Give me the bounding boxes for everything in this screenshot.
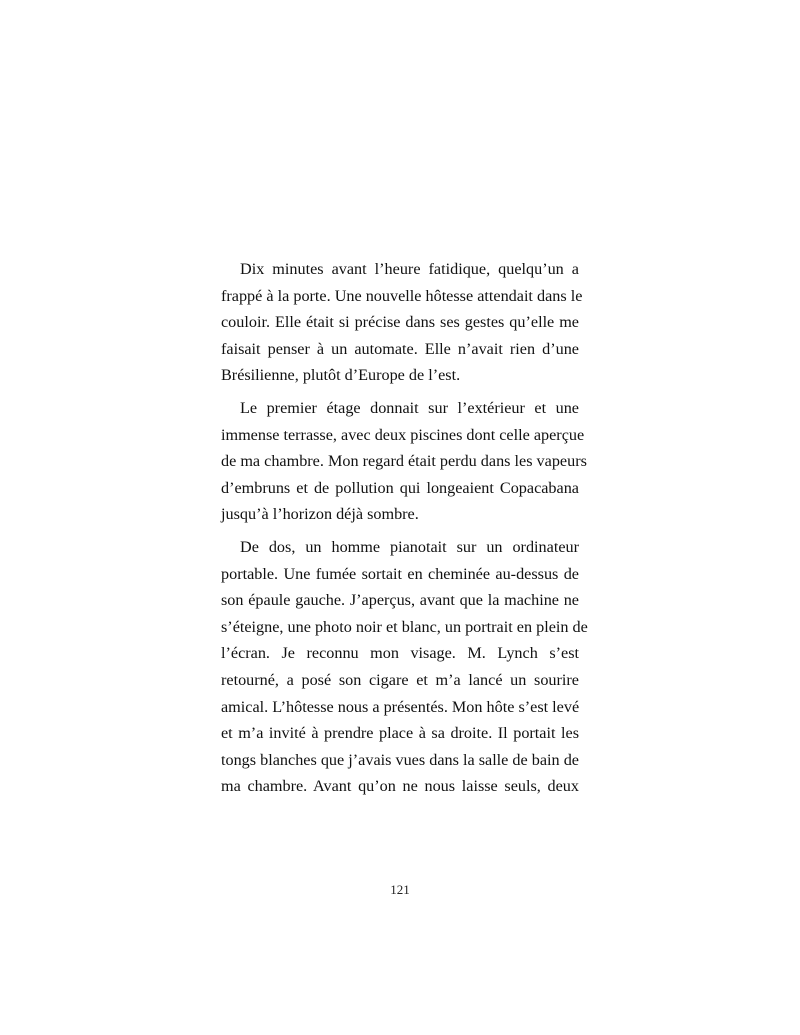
text-line: immense terrasse, avec deux piscines dont celle aperçue xyxy=(221,425,585,444)
paragraph xyxy=(221,534,588,800)
text-line: s’éteigne, une photo noir et blanc, un portrait en plein de xyxy=(221,617,588,636)
body-text xyxy=(221,256,588,800)
text-line: faisait penser à un automate. Elle n’avait rien d’une xyxy=(221,339,579,358)
text-line: Le premier étage donnait sur l’extérieur et une xyxy=(240,398,579,417)
page-number: 121 xyxy=(390,882,410,897)
text-line: Dix minutes avant l’heure fatidique, quelqu’un a xyxy=(240,260,579,278)
paragraph xyxy=(221,256,583,389)
text-line: ma chambre. Avant qu’on ne nous laisse seuls, deux xyxy=(221,777,579,796)
text-line: d’embruns et de pollution qui longeaient Copacabana xyxy=(221,478,579,497)
text-line: Brésilienne, plutôt d’Europe de l’est. xyxy=(221,366,461,385)
paragraph xyxy=(221,395,587,528)
text-line: son épaule gauche. J’aperçus, avant que la machine ne xyxy=(221,591,579,610)
text-line: l’écran. Je reconnu mon visage. M. Lynch s’est xyxy=(221,644,579,663)
text-line: frappé à la porte. Une nouvelle hôtesse attendait dans le xyxy=(221,286,583,305)
text-line: couloir. Elle était si précise dans ses gestes qu’elle me xyxy=(221,313,579,332)
text-line: jusqu’à l’horizon déjà sombre. xyxy=(221,505,419,524)
text-line: portable. Une fumée sortait en cheminée au-dessus de xyxy=(221,564,579,583)
text-line: retourné, a posé son cigare et m’a lancé un sourire xyxy=(221,670,579,689)
text-line: et m’a invité à prendre place à sa droite. Il portait les xyxy=(221,724,579,743)
text-line: tongs blanches que j’avais vues dans la salle de bain de xyxy=(221,750,579,769)
text-line: De dos, un homme pianotait sur un ordinateur xyxy=(240,537,579,556)
text-line: de ma chambre. Mon regard était perdu dans les vapeurs xyxy=(221,452,587,471)
text-line: amical. L’hôtesse nous a présentés. Mon hôte s’est levé xyxy=(221,697,580,716)
